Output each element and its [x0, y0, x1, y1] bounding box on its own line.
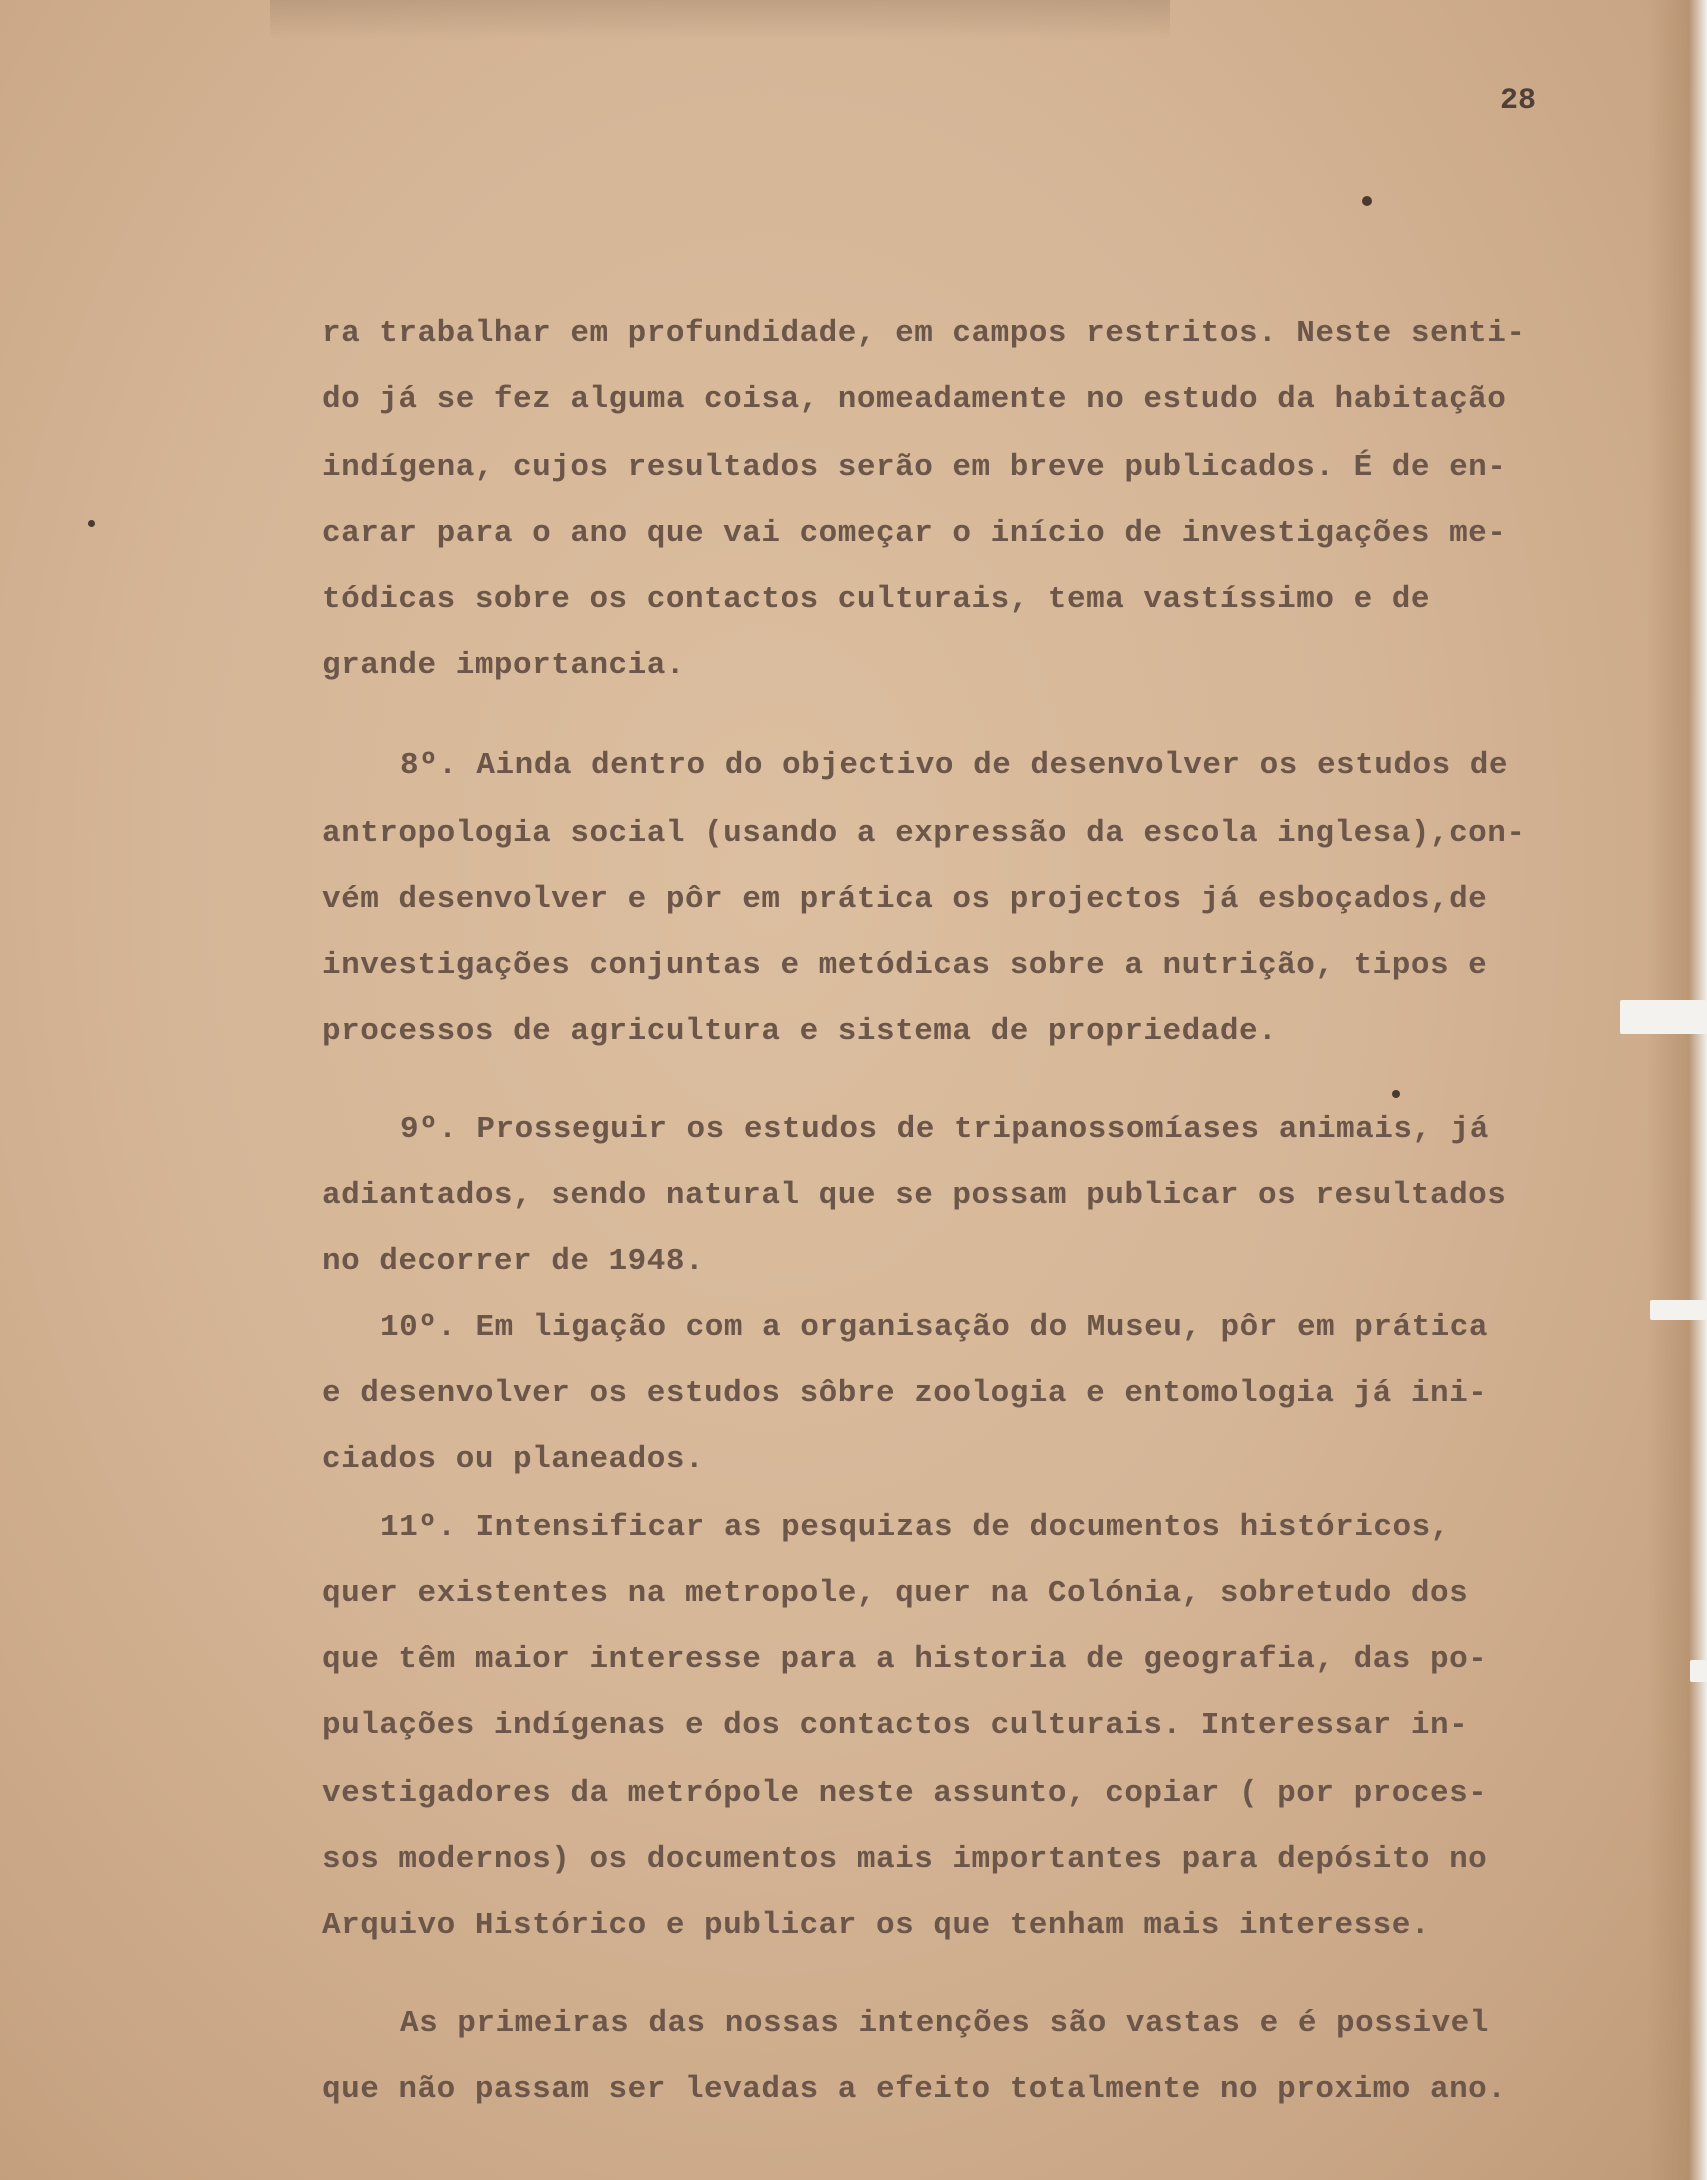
page-number: 28: [1500, 84, 1537, 118]
text-line: ciados ou planeados.: [322, 1442, 705, 1477]
text-line: vém desenvolver e pôr em prática os projectos já esboçados,de: [322, 882, 1488, 917]
text-line: carar para o ano que vai começar o início de investigações me-: [322, 516, 1507, 551]
text-line: quer existentes na metropole, quer na Colónia, sobretudo dos: [322, 1576, 1469, 1611]
paper-tear: [1690, 1660, 1707, 1682]
text-line: que não passam ser levadas a efeito totalmente no proximo ano.: [322, 2072, 1507, 2107]
text-line: 9º. Prosseguir os estudos de tripanossomíases animais, já: [400, 1112, 1489, 1147]
text-line: sos modernos) os documentos mais importantes para depósito no: [322, 1842, 1488, 1877]
text-line: e desenvolver os estudos sôbre zoologia e entomologia já ini-: [322, 1376, 1488, 1411]
paper-speck: [1392, 1090, 1400, 1098]
paper-tear: [1650, 1300, 1707, 1320]
text-line: tódicas sobre os contactos culturais, tema vastíssimo e de: [322, 582, 1430, 617]
text-line: Arquivo Histórico e publicar os que tenham mais interesse.: [322, 1908, 1430, 1943]
text-line: 11º. Intensificar as pesquizas de documentos históricos,: [380, 1510, 1450, 1545]
paper-stain: [270, 0, 1170, 40]
text-line: antropologia social (usando a expressão da escola inglesa),con-: [322, 816, 1526, 851]
text-line: As primeiras das nossas intenções são vastas e é possivel: [400, 2006, 1489, 2041]
paper-speck: [1362, 196, 1372, 206]
text-line: indígena, cujos resultados serão em breve publicados. É de en-: [322, 450, 1507, 485]
text-line: ra trabalhar em profundidade, em campos restritos. Neste senti-: [322, 316, 1526, 351]
text-line: pulações indígenas e dos contactos culturais. Interessar in-: [322, 1708, 1469, 1743]
paper-edge: [1647, 0, 1707, 2180]
text-line: grande importancia.: [322, 648, 685, 683]
paper-tear: [1620, 1000, 1707, 1034]
text-line: do já se fez alguma coisa, nomeadamente no estudo da habitação: [322, 382, 1507, 417]
text-line: no decorrer de 1948.: [322, 1244, 705, 1279]
text-line: 10º. Em ligação com a organisação do Museu, pôr em prática: [380, 1310, 1488, 1345]
text-line: 8º. Ainda dentro do objectivo de desenvolver os estudos de: [400, 748, 1508, 783]
text-line: investigações conjuntas e metódicas sobre a nutrição, tipos e: [322, 948, 1488, 983]
text-line: que têm maior interesse para a historia de geografia, das po-: [322, 1642, 1488, 1677]
paper-speck: [88, 520, 95, 527]
text-line: vestigadores da metrópole neste assunto, copiar ( por proces-: [322, 1776, 1488, 1811]
text-line: adiantados, sendo natural que se possam publicar os resultados: [322, 1178, 1507, 1213]
text-line: processos de agricultura e sistema de propriedade.: [322, 1014, 1278, 1049]
